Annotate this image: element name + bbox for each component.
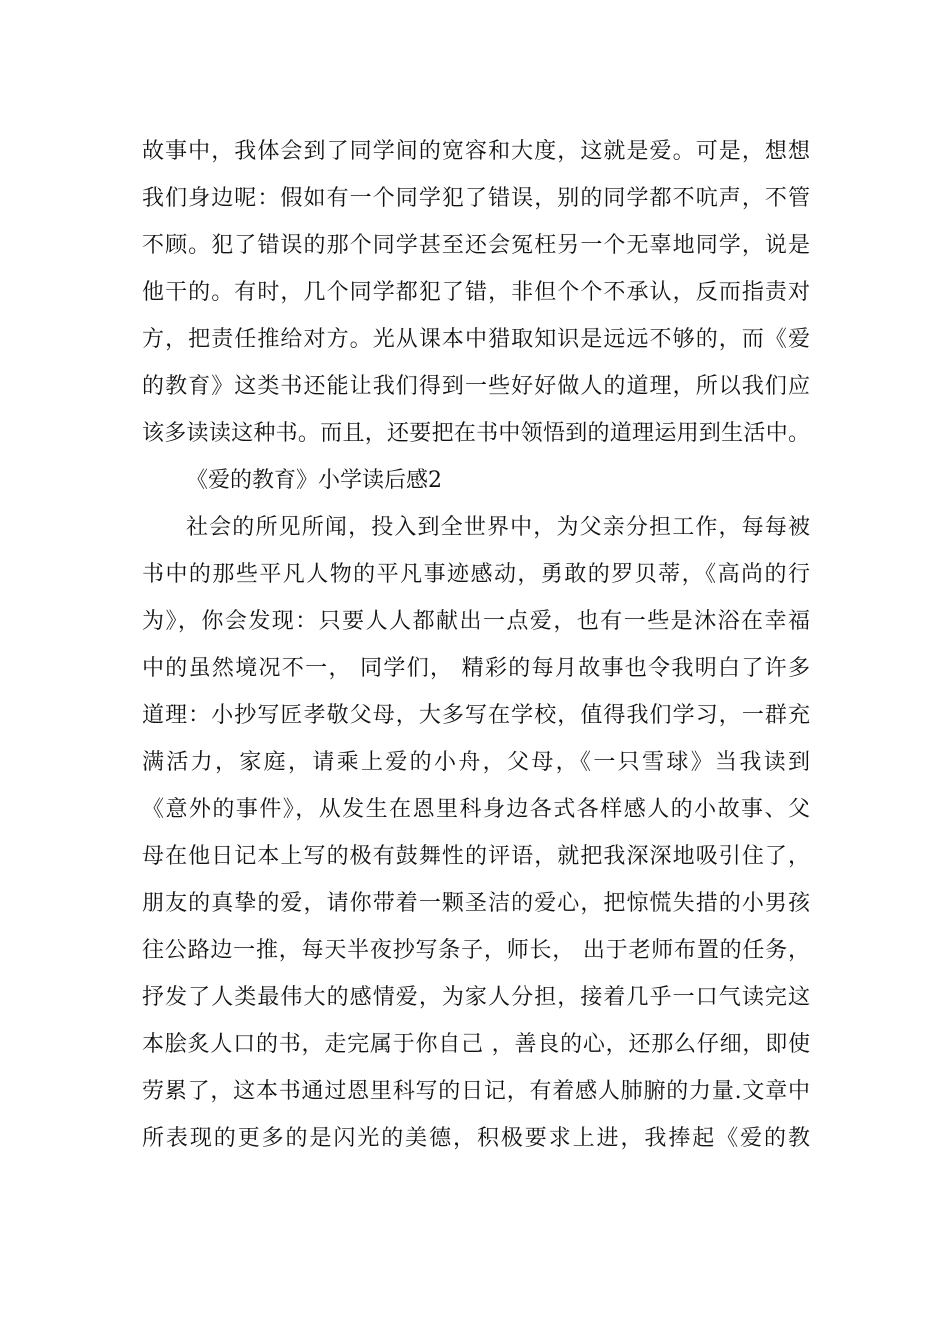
- text-line: 该多读读这种书。而且，还要把在书中领悟到的道理运用到生活中。: [142, 421, 810, 446]
- text-line: 抒发了人类最伟大的感情爱，为家人分担，接着几乎一口气读完这: [142, 985, 810, 1010]
- text-line: 他干的。有时，几个同学都犯了错，非但个个不承认，反而指责对: [142, 280, 810, 305]
- section-heading: 《爱的教育》小学读后感2: [186, 468, 442, 493]
- paragraph-1: [142, 128, 810, 457]
- document-body: [142, 128, 810, 1162]
- text-line: 不顾。犯了错误的那个同学甚至还会冤枉另一个无辜地同学，说是: [142, 233, 810, 258]
- text-line: 的教育》这类书还能让我们得到一些好好做人的道理，所以我们应: [142, 374, 810, 399]
- text-line: 道理：小抄写匠孝敬父母，大多写在学校，值得我们学习，一群充: [142, 703, 810, 728]
- text-line: 方，把责任推给对方。光从课本中猎取知识是远远不够的，而《爱: [142, 327, 810, 352]
- text-line: 朋友的真挚的爱，请你带着一颗圣洁的爱心，把惊慌失措的小男孩: [142, 891, 810, 916]
- text-line: 所表现的更多的是闪光的美德，积极要求上进，我捧起《爱的教: [142, 1126, 810, 1151]
- text-line: 往公路边一推，每天半夜抄写条子，师长， 出于老师布置的任务，: [142, 938, 810, 963]
- paragraph-2: [142, 504, 810, 1162]
- text-line: 我们身边呢：假如有一个同学犯了错误，别的同学都不吭声，不管: [142, 186, 810, 211]
- text-line: 满活力，家庭，请乘上爱的小舟，父母，《一只雪球》当我读到: [142, 750, 810, 775]
- text-line: 中的虽然境况不一， 同学们， 精彩的每月故事也令我明白了许多: [142, 656, 810, 681]
- text-line: 劳累了，这本书通过恩里科写的日记，有着感人肺腑的力量.文章中: [142, 1079, 810, 1104]
- text-line: 本脍炙人口的书，走完属于你自己 ，善良的心，还那么仔细，即使: [142, 1032, 810, 1057]
- text-line: 母在他日记本上写的极有鼓舞性的评语，就把我深深地吸引住了，: [142, 844, 810, 869]
- text-line: 社会的所见所闻，投入到全世界中，为父亲分担工作，每每被: [186, 515, 810, 540]
- text-line: 书中的那些平凡人物的平凡事迹感动，勇敢的罗贝蒂，《高尚的行: [142, 562, 810, 587]
- text-line: 为》，你会发现：只要人人都献出一点爱，也有一些是沐浴在幸福: [142, 609, 810, 634]
- text-line: 故事中，我体会到了同学间的宽容和大度，这就是爱。可是，想想: [142, 139, 810, 164]
- text-line: 《意外的事件》，从发生在恩里科身边各式各样感人的小故事、父: [142, 797, 810, 822]
